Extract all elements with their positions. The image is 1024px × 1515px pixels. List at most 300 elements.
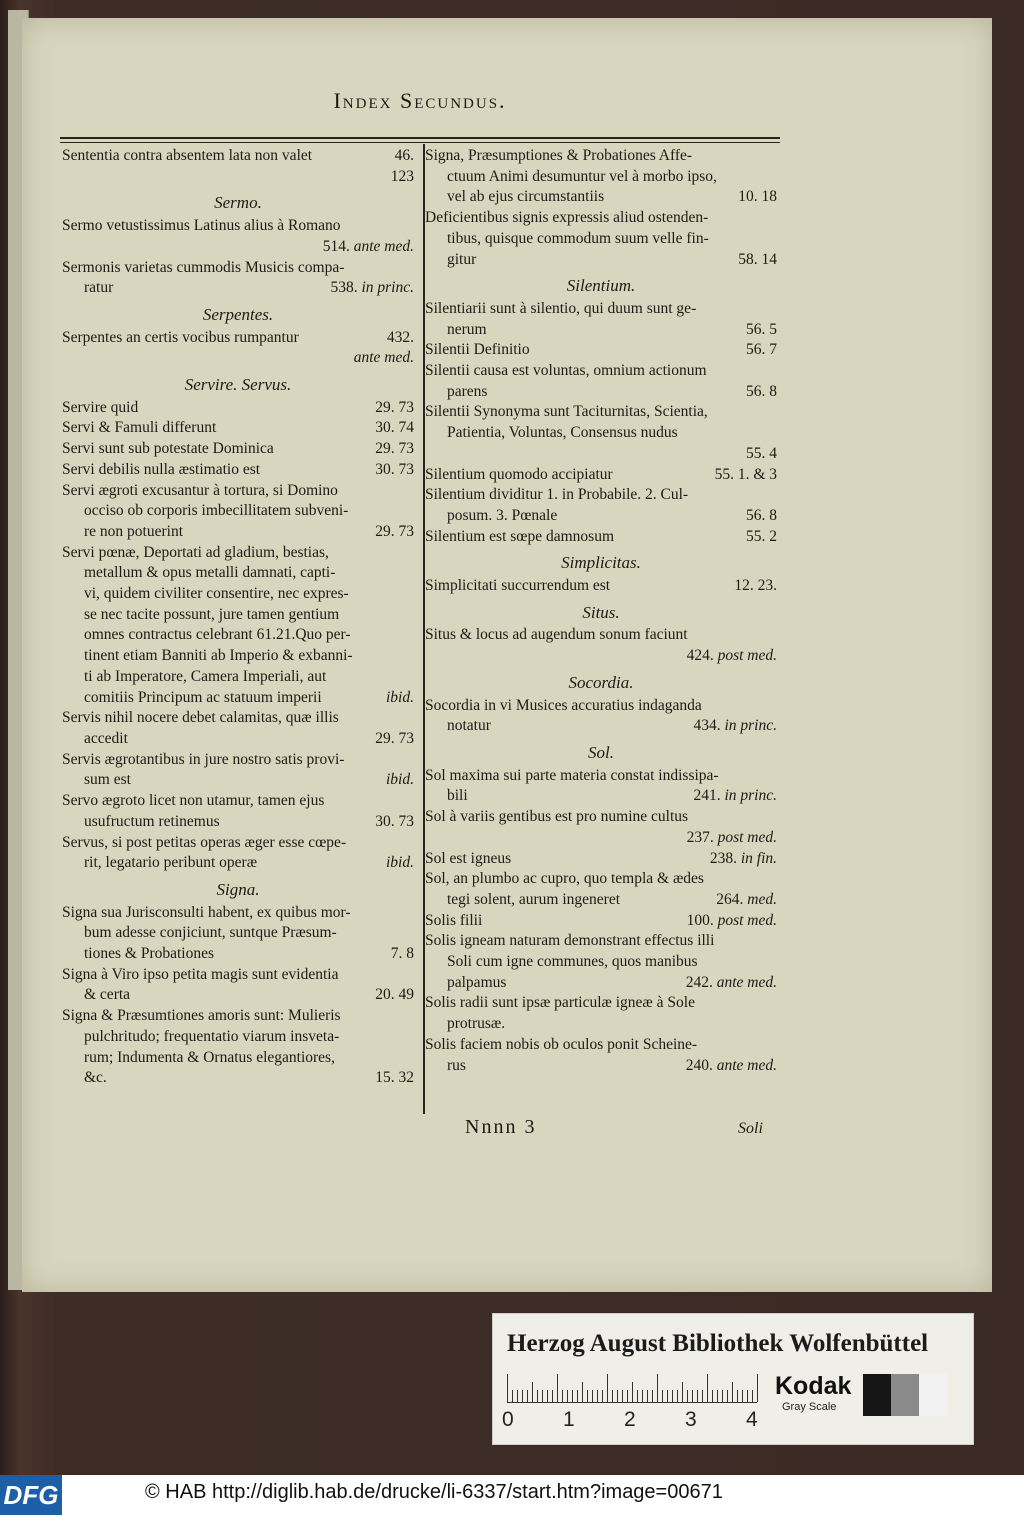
gray-swatch-white bbox=[919, 1374, 947, 1416]
index-entry-continuation bbox=[62, 812, 414, 833]
index-entry bbox=[425, 625, 777, 646]
ruler-tick bbox=[622, 1390, 623, 1402]
page-reference bbox=[367, 729, 414, 750]
ruler-tick bbox=[562, 1390, 563, 1402]
reference-number: 7. 8 bbox=[390, 945, 414, 963]
ruler-tick bbox=[687, 1390, 688, 1402]
entry-text: Servi sunt sub potestate Dominica bbox=[62, 440, 274, 458]
ruler-tick bbox=[612, 1390, 613, 1402]
index-entry bbox=[62, 833, 414, 854]
ruler-tick bbox=[547, 1390, 548, 1402]
reference-number: 100. bbox=[686, 911, 714, 929]
index-entry-continuation bbox=[425, 1014, 777, 1035]
index-entry-continuation bbox=[425, 423, 777, 444]
index-entry bbox=[62, 398, 414, 419]
reference-number: 240. bbox=[685, 1056, 713, 1074]
index-entry bbox=[62, 791, 414, 812]
reference-number: 30. 73 bbox=[375, 460, 414, 478]
card-title: Herzog August Bibliothek Wolfenbüttel bbox=[507, 1330, 929, 1357]
reference-number: 15. 32 bbox=[375, 1069, 414, 1087]
page-reference bbox=[685, 716, 777, 737]
index-entry bbox=[425, 299, 777, 320]
page-reference bbox=[387, 146, 414, 167]
index-entry bbox=[425, 1035, 777, 1056]
index-entry-continuation bbox=[62, 646, 414, 667]
gray-swatch-mid bbox=[891, 1374, 919, 1416]
entry-text: Signa à Viro ipso petita magis sunt evidentia bbox=[62, 965, 339, 983]
dfg-logo[interactable]: DFG bbox=[0, 1475, 62, 1515]
ruler-tick bbox=[642, 1390, 643, 1402]
entry-text: omnes contractus celebrant 61.21.Quo per- bbox=[84, 626, 351, 644]
section-heading: Servire. Servus. bbox=[184, 375, 292, 395]
entry-text: tiones & Probationes bbox=[84, 945, 215, 963]
index-entry bbox=[62, 708, 414, 729]
index-entry bbox=[425, 576, 777, 597]
reference-locator: post med. bbox=[713, 647, 777, 665]
entry-text bbox=[84, 349, 88, 366]
reference-number: 264. bbox=[716, 890, 744, 908]
index-entry-continuation bbox=[425, 646, 777, 667]
scale-number: 3 bbox=[685, 1408, 697, 1431]
reference-number: 514. bbox=[322, 237, 350, 255]
index-entry bbox=[425, 527, 777, 548]
page-reference bbox=[702, 849, 777, 870]
index-entry-continuation bbox=[62, 688, 414, 709]
page-reference bbox=[383, 944, 414, 965]
entry-text: Sol, an plumbo ac cupro, quo templa & ædes bbox=[425, 870, 704, 888]
index-entry-continuation bbox=[62, 985, 414, 1006]
index-entry bbox=[425, 869, 777, 890]
ruler-tick bbox=[757, 1374, 758, 1402]
reference-number: 29. 73 bbox=[375, 398, 414, 416]
index-entry-continuation bbox=[425, 444, 777, 465]
section-heading: Socordia. bbox=[568, 672, 634, 692]
ruler-tick bbox=[542, 1390, 543, 1402]
entry-text: vi, quidem civiliter consentire, nec expres- bbox=[84, 585, 349, 603]
reference-locator: med. bbox=[743, 890, 777, 908]
entry-text: Silentium dividitur 1. in Probabile. 2. Cul- bbox=[425, 486, 689, 504]
ruler-tick bbox=[697, 1390, 698, 1402]
ruler-tick bbox=[737, 1390, 738, 1402]
index-entry bbox=[425, 911, 777, 932]
entry-text: Servire quid bbox=[62, 398, 139, 416]
ruler-tick bbox=[722, 1390, 723, 1402]
page-reference bbox=[738, 444, 777, 465]
index-entry bbox=[425, 340, 777, 361]
reference-locator: ibid. bbox=[386, 771, 414, 789]
entry-text: Signa sua Jurisconsulti habent, ex quibus mor- bbox=[62, 903, 351, 921]
reference-number: 20. 49 bbox=[375, 986, 414, 1004]
ruler-tick bbox=[617, 1390, 618, 1402]
index-entry-continuation bbox=[425, 973, 777, 994]
index-entry-continuation bbox=[425, 952, 777, 973]
reference-number: 424. bbox=[686, 647, 714, 665]
entry-text: bum adesse conjiciunt, suntque Præsum- bbox=[84, 924, 337, 942]
index-entry bbox=[62, 750, 414, 771]
ruler-tick bbox=[672, 1390, 673, 1402]
page-reference bbox=[678, 973, 777, 994]
index-entry-continuation bbox=[425, 229, 777, 250]
entry-text: se nec tacite possunt, jure tamen gentium bbox=[84, 605, 340, 623]
entry-text: Sol maxima sui parte materia constat indissipa- bbox=[425, 766, 719, 784]
reference-number: 538. bbox=[330, 279, 358, 297]
entry-text: Soli cum igne communes, quos manibus bbox=[447, 953, 698, 971]
index-entry bbox=[62, 481, 414, 502]
ruler-tick bbox=[587, 1390, 588, 1402]
entry-text: palpamus bbox=[447, 973, 507, 991]
index-entry-continuation bbox=[62, 1027, 414, 1048]
entry-text: posum. 3. Pœnale bbox=[447, 506, 558, 524]
entry-text: metallum & opus metalli damnati, capti- bbox=[84, 564, 336, 582]
entry-text: rit, legatario peribunt operæ bbox=[84, 854, 258, 872]
index-entry bbox=[425, 696, 777, 717]
page-reference bbox=[678, 1056, 777, 1077]
index-entry-continuation bbox=[425, 320, 777, 341]
entry-text: Situs & locus ad augendum sonum faciunt bbox=[425, 626, 688, 644]
entry-text: ti ab Imperatore, Camera Imperiali, aut bbox=[84, 667, 327, 685]
index-entry-continuation bbox=[425, 167, 777, 188]
index-entry-continuation bbox=[62, 584, 414, 605]
page-reference bbox=[730, 187, 777, 208]
index-entry-continuation bbox=[62, 237, 414, 258]
reference-number: 56. 7 bbox=[746, 341, 777, 359]
ruler-tick bbox=[582, 1382, 583, 1402]
page-header: Index Secundus. bbox=[333, 88, 507, 113]
entry-text: nerum bbox=[447, 320, 487, 338]
ruler-tick bbox=[552, 1390, 553, 1402]
ruler-tick bbox=[607, 1374, 608, 1402]
page-reference bbox=[346, 348, 414, 369]
entry-text: tinent etiam Banniti ab Imperio & exbanni- bbox=[84, 647, 353, 665]
index-entry bbox=[62, 418, 414, 439]
reference-locator: ante med. bbox=[712, 1056, 777, 1074]
entry-text: occiso ob corporis imbecillitatem subveni- bbox=[84, 502, 349, 520]
page-reference bbox=[367, 522, 414, 543]
entry-text: re non potuerint bbox=[84, 522, 184, 540]
reference-number: 58. 14 bbox=[738, 250, 777, 268]
index-entry-continuation bbox=[62, 563, 414, 584]
index-entry bbox=[425, 465, 777, 486]
entry-text: Silentiarii sunt à silentio, qui duum sunt ge- bbox=[425, 299, 697, 317]
index-entry-continuation bbox=[62, 944, 414, 965]
entry-text: vel ab ejus circumstantiis bbox=[447, 188, 605, 206]
index-entry bbox=[62, 903, 414, 924]
page-reference bbox=[315, 237, 414, 258]
entry-text: Solis faciem nobis ob oculos ponit Scheine- bbox=[425, 1035, 698, 1053]
page-reference bbox=[322, 278, 414, 299]
page-reference bbox=[379, 328, 414, 349]
section-heading: Simplicitas. bbox=[561, 553, 641, 573]
footer-bar bbox=[0, 1475, 1024, 1515]
color-card bbox=[492, 1313, 974, 1445]
reference-number: 241. bbox=[693, 787, 721, 805]
index-entry-continuation bbox=[62, 522, 414, 543]
ruler-tick bbox=[592, 1390, 593, 1402]
page-reference bbox=[367, 985, 414, 1006]
ruler-tick bbox=[637, 1390, 638, 1402]
entry-text bbox=[447, 445, 451, 462]
entry-text: bili bbox=[447, 787, 468, 805]
index-entry bbox=[62, 543, 414, 564]
entry-text: Servis ægrotantibus in jure nostro satis provi- bbox=[62, 750, 345, 768]
entry-text: Silentium quomodo accipiatur bbox=[425, 465, 613, 483]
page-reference bbox=[383, 167, 414, 188]
reference-number: 55. 4 bbox=[746, 444, 777, 462]
entry-text bbox=[447, 647, 451, 664]
entry-text: ctuum Animi desumuntur vel à morbo ipso, bbox=[447, 167, 717, 185]
entry-text: Silentii Synonyma sunt Taciturnitas, Scientia, bbox=[425, 403, 708, 421]
reference-locator: in princ. bbox=[357, 279, 414, 297]
header-rule bbox=[60, 137, 780, 143]
index-entry-continuation bbox=[425, 1056, 777, 1077]
reference-number: 55. 2 bbox=[746, 527, 777, 545]
reference-number: 29. 73 bbox=[375, 440, 414, 458]
ruler-tick bbox=[512, 1390, 513, 1402]
reference-number: 10. 18 bbox=[738, 188, 777, 206]
entry-text bbox=[447, 829, 451, 846]
entry-text: ratur bbox=[84, 279, 114, 297]
reference-number: 29. 73 bbox=[375, 729, 414, 747]
entry-text: Deficientibus signis expressis aliud ostenden- bbox=[425, 209, 709, 227]
page-reference bbox=[738, 382, 777, 403]
entry-text: Signa, Præsumptiones & Probationes Affe- bbox=[425, 147, 693, 164]
page-reference bbox=[367, 460, 414, 481]
reference-number: 432. bbox=[386, 328, 414, 346]
reference-number: 12. 23. bbox=[734, 577, 777, 595]
index-entry bbox=[62, 1006, 414, 1027]
index-entry bbox=[425, 993, 777, 1014]
entry-text: Sol à variis gentibus est pro numine cultus bbox=[425, 808, 689, 826]
reference-number: 237. bbox=[686, 828, 714, 846]
page-reference bbox=[679, 828, 777, 849]
ruler-tick bbox=[507, 1374, 508, 1402]
section-heading: Signa. bbox=[216, 879, 260, 899]
ruler-tick bbox=[572, 1390, 573, 1402]
entry-text: Simplicitati succurrendum est bbox=[425, 577, 611, 595]
reference-number: 30. 73 bbox=[375, 812, 414, 830]
reference-locator: in fin. bbox=[736, 849, 777, 867]
reference-number: 242. bbox=[685, 973, 713, 991]
reference-number: 56. 8 bbox=[746, 382, 777, 400]
ruler-tick bbox=[727, 1390, 728, 1402]
entry-text: Socordia in vi Musices accuratius indaganda bbox=[425, 696, 702, 714]
index-entry-continuation bbox=[62, 729, 414, 750]
page-reference bbox=[367, 418, 414, 439]
entry-text bbox=[84, 238, 88, 255]
entry-text: rus bbox=[447, 1056, 466, 1074]
index-entry-continuation bbox=[62, 1068, 414, 1089]
entry-text: Patientia, Voluntas, Consensus nudus bbox=[447, 424, 678, 442]
page-reference bbox=[738, 527, 777, 548]
ruler-tick bbox=[712, 1390, 713, 1402]
page-reference bbox=[378, 688, 414, 709]
index-entry-continuation bbox=[425, 187, 777, 208]
page-reference bbox=[367, 439, 414, 460]
ruler-tick bbox=[742, 1390, 743, 1402]
page-reference bbox=[738, 506, 777, 527]
scale-number: 4 bbox=[746, 1408, 758, 1431]
index-entry bbox=[425, 807, 777, 828]
page-reference bbox=[367, 1068, 414, 1089]
ruler-tick bbox=[602, 1390, 603, 1402]
ruler-tick bbox=[522, 1390, 523, 1402]
scale-number: 1 bbox=[563, 1408, 575, 1431]
entry-text: tegi solent, aurum ingeneret bbox=[447, 890, 621, 908]
entry-text: Sermo vetustissimus Latinus alius à Romano bbox=[62, 217, 341, 235]
entry-text: parens bbox=[447, 382, 488, 400]
page-reference bbox=[378, 853, 414, 874]
entry-text: Solis igneam naturam demonstrant effectus illi bbox=[425, 932, 715, 950]
copyright-link[interactable]: © HAB http://diglib.hab.de/drucke/li-6337/start.htm?image=00671 bbox=[145, 1481, 723, 1503]
index-entry-continuation bbox=[62, 853, 414, 874]
entry-text: Servis nihil nocere debet calamitas, quæ illis bbox=[62, 709, 339, 727]
index-entry bbox=[425, 931, 777, 952]
index-entry bbox=[62, 460, 414, 481]
index-entry bbox=[425, 849, 777, 870]
index-entry-continuation bbox=[62, 605, 414, 626]
ruler-tick bbox=[532, 1382, 533, 1402]
ruler-tick bbox=[717, 1390, 718, 1402]
entry-text: Servo ægroto licet non utamur, tamen ejus bbox=[62, 792, 325, 810]
index-entry-continuation bbox=[425, 786, 777, 807]
index-entry-continuation bbox=[425, 828, 777, 849]
reference-locator: post med. bbox=[713, 911, 777, 929]
page-reference bbox=[378, 770, 414, 791]
section-heading: Sermo. bbox=[214, 193, 262, 213]
index-entry bbox=[425, 485, 777, 506]
entry-text: Servi ægroti excusantur à tortura, si Domino bbox=[62, 481, 338, 499]
entry-text bbox=[84, 168, 88, 185]
index-entry-continuation bbox=[62, 348, 414, 369]
page-reference bbox=[738, 320, 777, 341]
ruler-tick bbox=[702, 1390, 703, 1402]
section-heading: Serpentes. bbox=[202, 304, 274, 324]
entry-text: comitiis Principum ac statuum imperii bbox=[84, 688, 322, 706]
entry-text: sum est bbox=[84, 771, 131, 789]
index-entry-continuation bbox=[425, 382, 777, 403]
ruler-tick bbox=[752, 1390, 753, 1402]
entry-text: &c. bbox=[84, 1069, 107, 1087]
ruler-tick bbox=[627, 1390, 628, 1402]
index-entry-continuation bbox=[62, 501, 414, 522]
scale-numbers bbox=[502, 1408, 777, 1432]
index-entry-continuation bbox=[425, 250, 777, 271]
index-entry-continuation bbox=[62, 167, 414, 188]
ruler-tick bbox=[732, 1382, 733, 1402]
reference-number: 123 bbox=[390, 167, 414, 185]
reference-number: 46. bbox=[394, 147, 414, 164]
entry-text: Silentium est sœpe damnosum bbox=[425, 527, 615, 545]
reference-locator: ante med. bbox=[712, 973, 777, 991]
ruler-tick bbox=[682, 1382, 683, 1402]
reference-locator: in princ. bbox=[720, 717, 777, 735]
entry-text: Serpentes an certis vocibus rumpantur bbox=[62, 328, 299, 346]
scale-ruler bbox=[507, 1372, 757, 1403]
index-entry bbox=[425, 766, 777, 787]
index-entry bbox=[62, 146, 414, 167]
ruler-tick bbox=[652, 1390, 653, 1402]
index-entry-continuation bbox=[62, 923, 414, 944]
index-entry bbox=[425, 146, 777, 167]
index-entry bbox=[425, 402, 777, 423]
entry-text: usufructum retinemus bbox=[84, 812, 220, 830]
reference-number: 56. 5 bbox=[746, 320, 777, 338]
kodak-logo: Kodak bbox=[775, 1372, 852, 1400]
ruler-tick bbox=[692, 1390, 693, 1402]
left-column bbox=[62, 146, 414, 1089]
index-entry-continuation bbox=[62, 770, 414, 791]
ruler-tick bbox=[657, 1374, 658, 1402]
ruler-tick bbox=[517, 1390, 518, 1402]
page-reference bbox=[679, 646, 777, 667]
entry-text: Signa & Præsumtiones amoris sunt: Mulieris bbox=[62, 1007, 341, 1025]
entry-text: Sermonis varietas cummodis Musicis compa- bbox=[62, 258, 345, 276]
ruler-tick bbox=[747, 1390, 748, 1402]
index-entry-continuation bbox=[62, 625, 414, 646]
entry-text: Silentii causa est voluntas, omnium actionum bbox=[425, 362, 707, 380]
index-entry bbox=[425, 361, 777, 382]
reference-number: 56. 8 bbox=[746, 506, 777, 524]
reference-number: 434. bbox=[693, 717, 721, 735]
entry-text: notatur bbox=[447, 717, 491, 735]
ruler-tick bbox=[647, 1390, 648, 1402]
entry-text: Sententia contra absentem lata non valet bbox=[62, 147, 313, 164]
entry-text: pulchritudo; frequentatio viarum insveta- bbox=[84, 1027, 340, 1045]
ruler-tick bbox=[537, 1390, 538, 1402]
entry-text: Servi debilis nulla æstimatio est bbox=[62, 460, 261, 478]
page-reference bbox=[367, 812, 414, 833]
entry-text: Solis filii bbox=[425, 911, 483, 929]
ruler-tick bbox=[707, 1374, 708, 1402]
section-heading: Silentium. bbox=[566, 276, 636, 296]
entry-text: protrusæ. bbox=[447, 1015, 506, 1033]
signature-mark: Nnnn 3 bbox=[465, 1116, 537, 1138]
ruler-tick bbox=[557, 1374, 558, 1402]
catchword: Soli bbox=[738, 1120, 763, 1137]
entry-text: tibus, quisque commodum suum velle fin- bbox=[447, 229, 709, 247]
index-entry bbox=[62, 216, 414, 237]
reference-number: 29. 73 bbox=[375, 522, 414, 540]
index-entry bbox=[62, 258, 414, 279]
reference-locator: in princ. bbox=[720, 787, 777, 805]
page-reference bbox=[685, 786, 777, 807]
entry-text: & certa bbox=[84, 986, 131, 1004]
entry-text: Sol est igneus bbox=[425, 849, 512, 867]
ruler-tick bbox=[632, 1382, 633, 1402]
entry-text: rum; Indumenta & Ornatus elegantiores, bbox=[84, 1048, 335, 1066]
section-heading: Situs. bbox=[582, 602, 620, 622]
page-reference bbox=[708, 890, 777, 911]
entry-text: accedit bbox=[84, 729, 128, 747]
scale-number: 0 bbox=[502, 1408, 514, 1431]
entry-text: Silentii Definitio bbox=[425, 341, 530, 359]
index-entry-continuation bbox=[425, 506, 777, 527]
page-reference bbox=[726, 576, 777, 597]
ruler-tick bbox=[597, 1390, 598, 1402]
gray-scale-label: Gray Scale bbox=[782, 1401, 837, 1413]
index-entry bbox=[425, 208, 777, 229]
index-entry-continuation bbox=[62, 278, 414, 299]
index-entry-continuation bbox=[62, 1048, 414, 1069]
entry-text: Solis radii sunt ipsæ particulæ igneæ à Sole bbox=[425, 994, 695, 1012]
page-reference bbox=[730, 250, 777, 271]
index-entry bbox=[62, 439, 414, 460]
index-entry-continuation bbox=[425, 716, 777, 737]
ruler-tick bbox=[662, 1390, 663, 1402]
ruler-tick bbox=[667, 1390, 668, 1402]
page-reference bbox=[679, 911, 777, 932]
section-heading: Sol. bbox=[588, 742, 614, 762]
